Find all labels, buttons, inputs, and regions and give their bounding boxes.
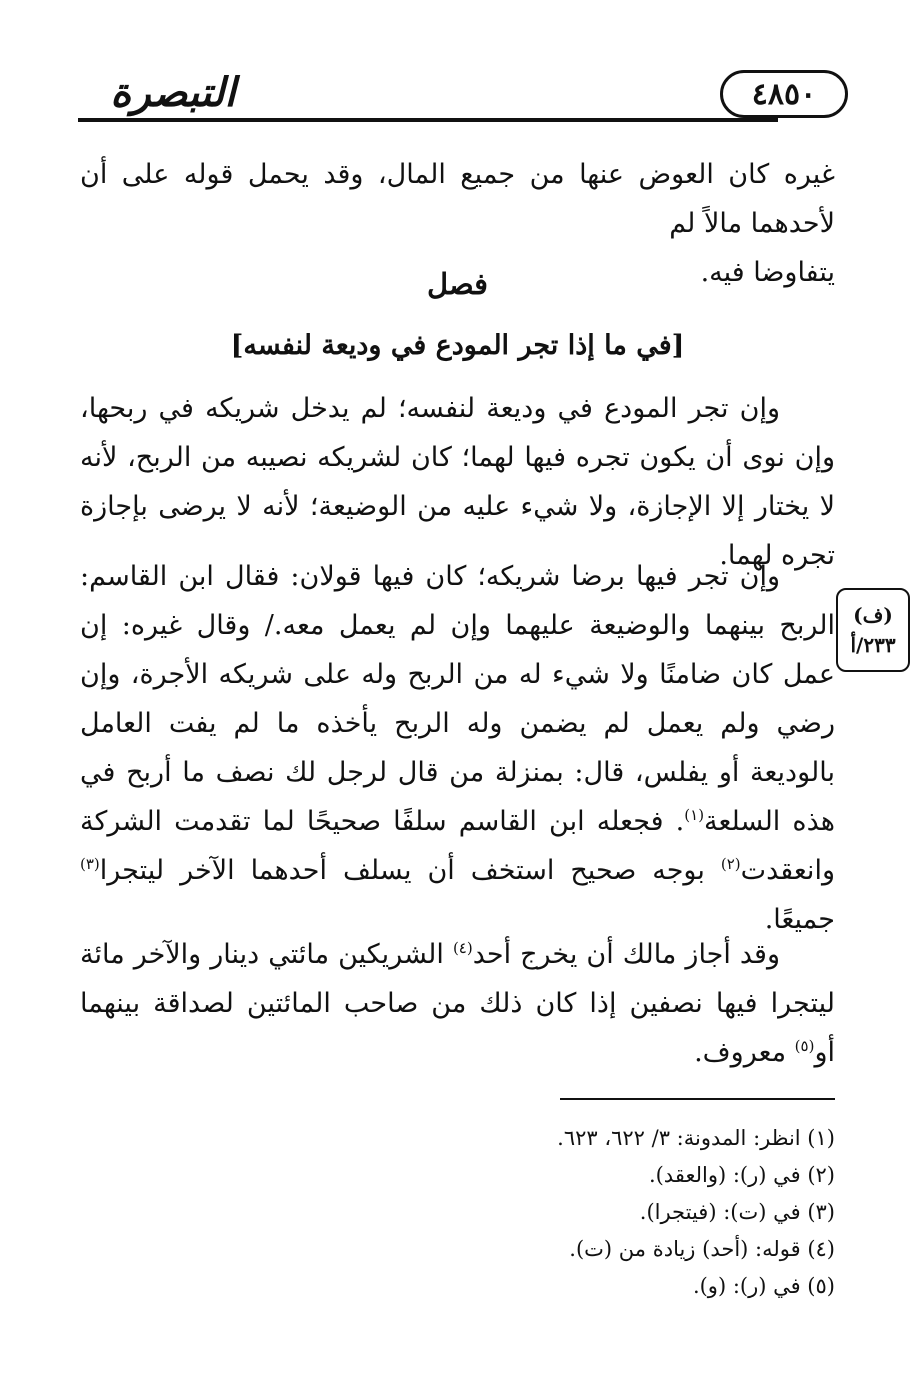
paragraph-2-part-b: . فجعله ابن القاسم سلفًا صحيحًا لما تقدمت الشركة وانعقدت [80,806,835,886]
paragraph-3-part-a: وقد أجاز مالك أن يخرج أحد [472,939,781,970]
paragraph-2 [80,552,835,944]
margin-note-line-2: ٢٣٣/أ [850,633,896,657]
header-rule [78,118,778,122]
section-title: [في ما إذا تجر المودع في وديعة لنفسه] [230,330,685,361]
intro-line-2: يتفاوضا فيه. [700,257,835,288]
paragraph-3-part-b: الشريكين مائتي دينار والآخر مائة ليتجرا فيها نصفين إذا كان ذلك من صاحب المائتين لصداقة بينهما أو [80,939,835,1068]
page-header [60,60,850,130]
footnote-3: (٣) في (ت): (فيتجرا). [639,1200,835,1224]
paragraph-2-part-c: بوجه صحيح استخف أن يسلف أحدهما الآخر ليتجرا [99,855,721,886]
footnote-ref-1: (١) [684,806,705,824]
paragraph-2-part-d: جميعًا. [764,904,835,935]
book-title-logo: التبصرة [110,68,236,116]
footnote-ref-5: (٥) [794,1037,815,1055]
paragraph-2-part-a: وإن تجر فيها برضا شريكه؛ كان فيها قولان: فقال ابن القاسم: الربح بينهما والوضيعة عليهما وإن لم يعمل معه./ وقال غيره: إن عمل كان ضامنًا ولا شيء له من الربح وله على شريكه الأجرة، وإن رضي ولم يعمل لم يضمن وله الربح يأخذه ما لم يفت العامل بالوديعة أو يفلس، قال: بمنزلة من قال لرجل لك نصف ما أربح في هذه السلعة [80,561,835,837]
footnote-separator [560,1098,835,1100]
margin-manuscript-reference [836,588,910,672]
footnote-ref-2: (٢) [720,855,741,873]
footnote-ref-4: (٤) [452,939,473,957]
footnote-4: (٤) قوله: (أحد) زيادة من (ت). [569,1237,835,1261]
intro-line-1: غيره كان العوض عنها من جميع المال، وقد يحمل قوله على أن لأحدهما مالاً لم [80,159,835,239]
page-number: ٤٨٥٠ [720,70,848,118]
paragraph-1: وإن تجر المودع في وديعة لنفسه؛ لم يدخل شريكه في ربحها، وإن نوى أن يكون تجره فيها لهما؛ كان لشريكه نصيبه من الربح، لأنه لا يختار إلا الإجازة، ولا شيء عليه من الوضيعة؛ لأنه لا يرضى بإجازة تجره لهما. [80,393,835,571]
paragraph-3 [80,930,835,1077]
footnote-ref-3: (٣) [80,855,100,873]
paragraph-3-part-c: معروف. [694,1037,795,1068]
footnote-5: (٥) في (ر): (و). [692,1274,835,1298]
footnote-1: (١) انظر: المدونة: ٣/ ٦٢٢، ٦٢٣. [557,1126,835,1150]
footnotes [300,1120,835,1305]
section-label: فصل [427,267,488,301]
footnote-2: (٢) في (ر): (والعقد). [648,1163,835,1187]
margin-note-line-1: (ف) [853,603,893,627]
